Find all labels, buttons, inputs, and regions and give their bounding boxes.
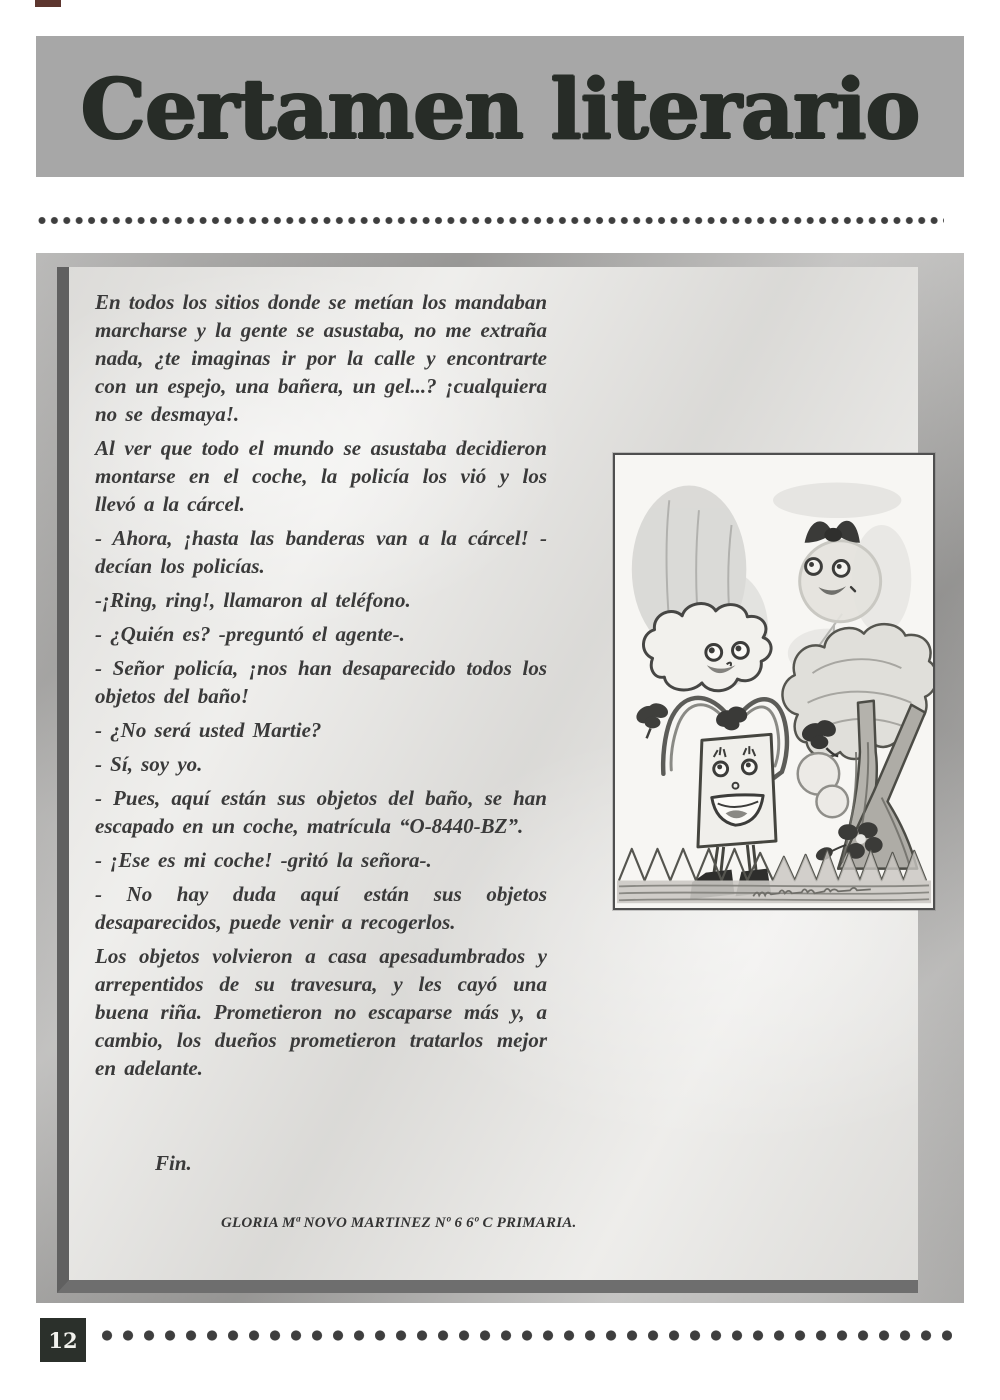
story-paragraph: Los objetos volvieron a casa apesadumbrados y arrepentidos de su travesura, y les cayó una buena riña. Prometieron no escaparse más y, a cambio, los dueños prometieron tratarlos mejor en adelante. bbox=[95, 944, 547, 1080]
story-paragraph: - ¿Quién es? -preguntó el agente-. bbox=[95, 622, 405, 646]
fin-label: Fin. bbox=[155, 1151, 192, 1175]
dotted-separator-top bbox=[38, 215, 944, 226]
page-number: 12 bbox=[48, 1327, 78, 1353]
story-paragraph: - Sí, soy yo. bbox=[95, 752, 203, 776]
page-title: Certamen literario bbox=[80, 61, 920, 158]
header-banner bbox=[36, 36, 964, 177]
story-text bbox=[95, 288, 547, 1088]
page-number-box bbox=[40, 1318, 86, 1362]
story-paragraph: Al ver que todo el mundo se asustaba decidieron montarse en el coche, la policía los vió y los llevó a la cárcel. bbox=[95, 436, 547, 516]
story-paragraph: - Señor policía, ¡nos han desaparecido todos los objetos del baño! bbox=[95, 656, 547, 708]
story-paragraph: - ¡Ese es mi coche! -gritó la señora-. bbox=[95, 848, 432, 872]
content-panel bbox=[36, 253, 964, 1303]
story-paragraph: En todos los sitios donde se metían los mandaban marcharse y la gente se asustaba, no me extraña nada, ¿te imaginas ir por la calle y encontrarte con un espejo, una bañera, un gel...? ¡cualquiera no se desmaya!. bbox=[95, 290, 547, 426]
story-end-block bbox=[95, 1147, 577, 1232]
author-byline: GLORIA Mª NOVO MARTINEZ Nº 6 6º C PRIMARIA. bbox=[221, 1215, 577, 1231]
story-paragraph: -¡Ring, ring!, llamaron al teléfono. bbox=[95, 588, 411, 612]
story-paragraph: - Pues, aquí están sus objetos del baño, se han escapado en un coche, matrícula “O-8440-BZ”. bbox=[95, 786, 547, 838]
scan-artifact bbox=[35, 0, 61, 7]
story-paragraph: - No hay duda aquí están sus objetos desaparecidos, puede venir a recogerlos. bbox=[95, 882, 547, 934]
child-drawing-figure bbox=[613, 453, 935, 910]
tree bbox=[782, 624, 933, 868]
rectangle-character bbox=[633, 698, 787, 899]
dotted-separator-bottom bbox=[102, 1329, 952, 1342]
smiling-cloud bbox=[643, 604, 771, 691]
child-drawing bbox=[615, 455, 933, 908]
story-paragraph: - ¿No será usted Martie? bbox=[95, 718, 322, 742]
story-paragraph: - Ahora, ¡hasta las banderas van a la cárcel! -decían los policías. bbox=[95, 526, 547, 578]
